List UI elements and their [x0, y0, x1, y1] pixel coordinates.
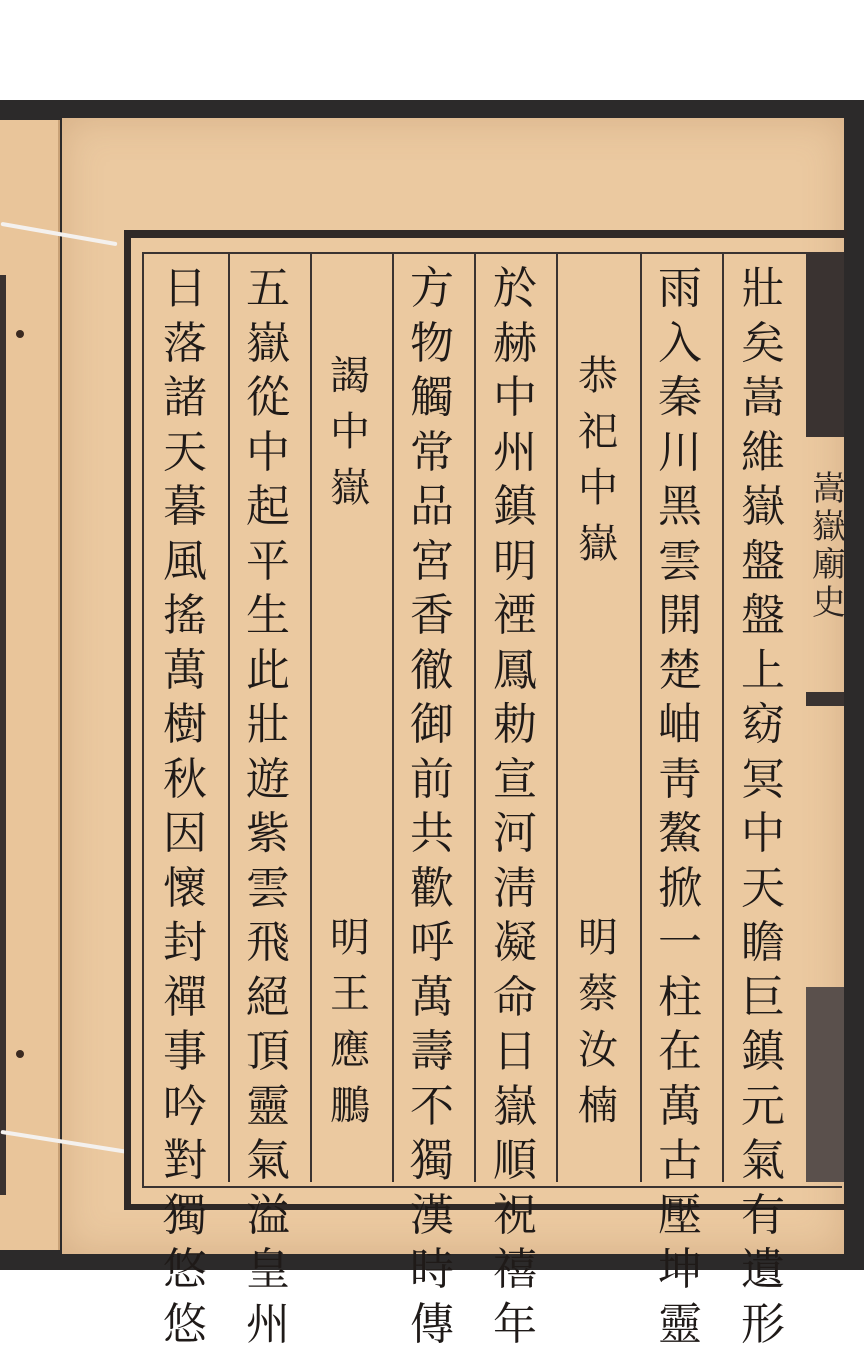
column-divider — [474, 254, 476, 1182]
poem-column-5: 五嶽從中起平生此壯遊紫雲飛絕頂靈氣溢皇州 — [246, 263, 290, 1350]
column-divider — [556, 254, 558, 1182]
column-divider — [310, 254, 312, 1182]
fish-tail-mark — [806, 692, 844, 706]
previous-page-edge — [0, 120, 60, 1250]
column-divider — [228, 254, 230, 1182]
poem-column-6: 日落諸天暮風搖萬樹秋因懷封禪事吟對獨悠悠 — [163, 263, 207, 1350]
binding-hole — [16, 330, 24, 338]
previous-page-rule — [0, 275, 6, 1195]
poem-column-1: 壯矣嵩維嶽盤盤上窈冥中天瞻巨鎮元氣有遺形 — [741, 263, 785, 1350]
poem-column-3: 於赫中州鎮明禋鳳勅宣河淸凝命日嶽順祝禧年 — [493, 263, 537, 1350]
margin-black-band — [806, 252, 844, 437]
column-divider — [722, 254, 724, 1182]
column-divider — [640, 254, 642, 1182]
binding-hole — [16, 1050, 24, 1058]
column-divider — [392, 254, 394, 1182]
poem-author-2: 明王應鵬 — [330, 915, 370, 1129]
poem-title-1: 恭祀中嶽 — [578, 353, 618, 567]
margin-book-title: 嵩嶽廟史 — [812, 469, 846, 623]
fish-tail-margin — [806, 252, 844, 1182]
poem-column-2: 雨入秦川黑雲開楚岫靑鰲掀一柱在萬古壓坤靈 — [658, 263, 702, 1350]
poem-title-2: 謁中嶽 — [330, 353, 370, 511]
margin-black-band — [806, 987, 844, 1182]
poem-column-4: 方物觸常品宮香徹御前共歡呼萬壽不獨漢時傳 — [410, 263, 454, 1350]
poem-author-1: 明蔡汝楠 — [578, 915, 618, 1129]
